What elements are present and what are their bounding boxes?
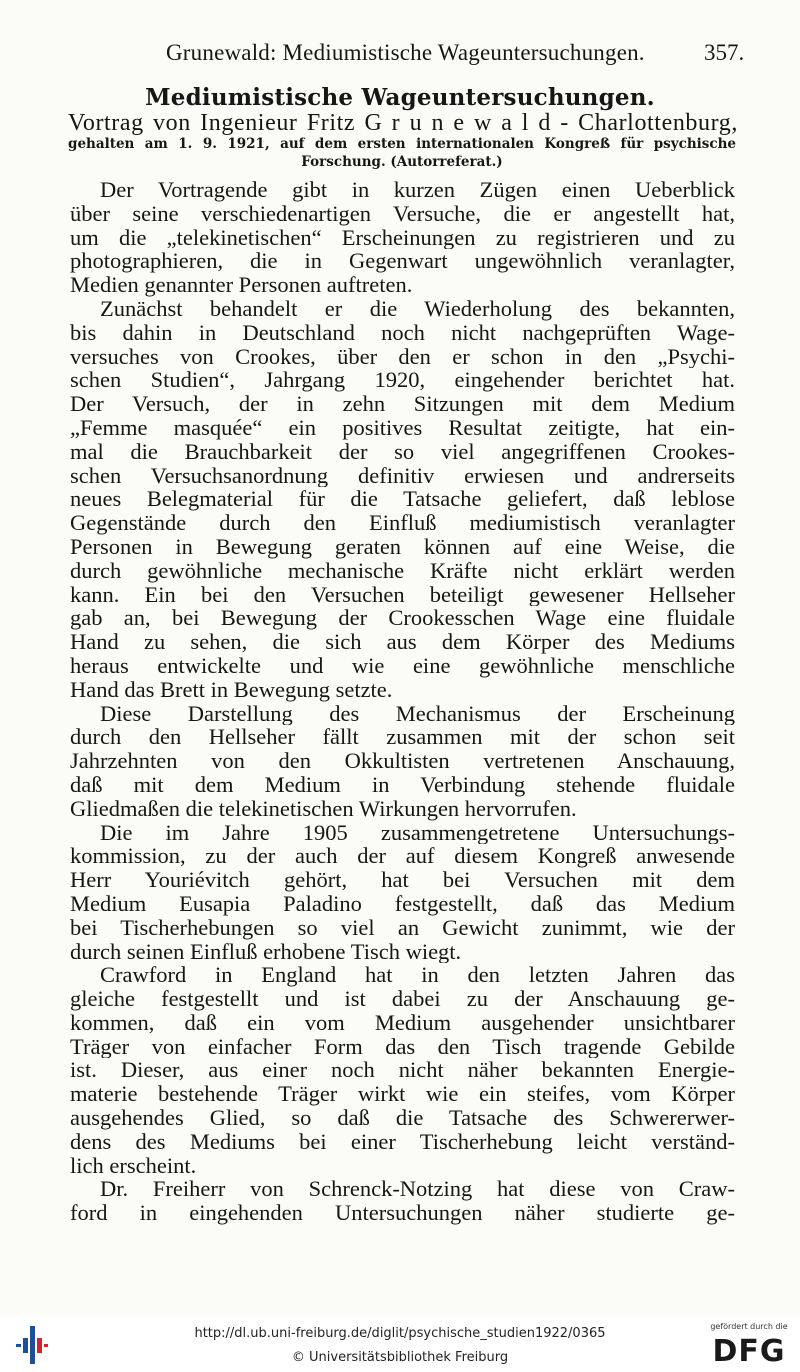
text-line: gleiche festgestellt und ist dabei zu der Anschauung ge- [70,987,735,1011]
text-line: Der Vortragende gibt in kurzen Zügen einen Ueberblick [100,178,735,202]
text-line: Hand zu sehen, die sich aus dem Körper des Mediums [70,630,735,654]
text-line: bei Tischerhebungen so viel an Gewicht zunimmt, wie der [70,915,735,940]
text-line: Jahrzehnten von den Okkultisten vertretenen Anschauung, [70,749,735,773]
text-line: materie bestehende Träger wirkt wie ein steifes, vom Körper [70,1082,735,1107]
text-line: Herr Youriévitch gehört, hat bei Versuchen mit dem [70,868,735,892]
text-line: über seine verschiedenartigen Versuche, die er angestellt hat, [70,201,735,226]
text-line: Dr. Freiherr von Schrenck-Notzing hat diese von Craw- [100,1177,735,1202]
text-line: um die „telekinetischen“ Erscheinungen zu registrieren und zu [70,225,735,250]
text-line: gab an, bei Bewegung der Crookesschen Wage eine fluidale [70,606,735,631]
viewer-footer [0,1316,800,1372]
article-title: Mediumistische Wageuntersuchungen. [145,84,655,111]
article-meta-line: Forschung. (Autorreferat.) [301,154,503,170]
text-line: ausgehendes Glied, so daß die Tatsache des Schwererwer- [70,1106,735,1130]
text-line: Träger von einfacher Form das den Tisch tragende Gebilde [70,1034,735,1059]
text-line: Medien genannter Personen auftreten. [70,273,413,297]
text-line: Hand das Brett in Bewegung setzte. [70,677,393,702]
text-line: mal die Brauchbarkeit der so viel angegriffenen Crookes- [70,439,735,464]
text-line: Der Versuch, der in zehn Sitzungen mit dem Medium [70,392,735,416]
text-line: schen Studien“, Jahrgang 1920, eingehender berichtet hat. [70,368,735,393]
text-line: ist. Dieser, aus einer noch nicht näher bekannten Energie- [70,1058,735,1083]
text-line: dens des Mediums bei einer Tischerhebung leicht verständ- [70,1129,735,1154]
text-line: ford in eingehenden Untersuchungen näher studierte ge- [70,1201,735,1226]
dfg-funding-logo [706,1322,792,1368]
text-line: durch gewöhnliche mechanische Kräfte nicht erklärt werden [70,558,735,583]
permalink-url[interactable]: http://dl.ub.uni-freiburg.de/diglit/psychische_studien1922/0365 [194,1326,606,1341]
text-line: Gegenstände durch den Einfluß mediumistisch veranlagter [70,511,735,535]
text-line: daß mit dem Medium in Verbindung stehende fluidale [70,772,735,797]
text-line: neues Belegmaterial für die Tatsache geliefert, daß leblose [70,487,735,512]
text-line: lich erscheint. [70,1153,197,1178]
running-head: Grunewald: Mediumistische Wageuntersuchungen. [166,40,645,65]
text-line: „Femme masquée“ ein positives Resultat zeitigte, hat ein- [70,415,735,440]
page-number: 357. [704,40,745,65]
text-line: kommen, daß ein vom Medium ausgehender unsichtbarer [70,1010,735,1035]
text-line: kommission, zu der auch der auf diesem Kongreß anwesende [70,844,735,869]
dfg-caption: gefördert durch die [710,1322,788,1331]
text-line: durch seinen Einfluß erhobene Tisch wiegt. [70,939,462,964]
text-line: Die im Jahre 1905 zusammengetretene Untersuchungs- [100,820,735,845]
article-byline: Vortrag von Ingenieur Fritz G r u n e w a l d - Charlottenburg, [68,110,738,136]
text-line: kann. Ein bei den Versuchen beteiligt gewesener Hellseher [70,582,735,607]
dfg-logo: DFG [712,1334,786,1369]
text-line: Gliedmaßen die telekinetischen Wirkungen hervorrufen. [70,796,577,821]
text-line: photographieren, die in Gegenwart ungewöhnlich veranlagter, [70,249,735,274]
text-line: bis dahin in Deutschland noch nicht nachgeprüften Wage- [70,320,735,345]
text-line: Personen in Bewegung geraten können auf eine Weise, die [70,534,735,559]
page-header [0,40,800,70]
article-body [70,178,735,1225]
text-line: Crawford in England hat in den letzten Jahren das [100,963,735,988]
text-line: Zunächst behandelt er die Wiederholung des bekannten, [100,296,735,321]
text-line: Medium Eusapia Paladino festgestellt, daß das Medium [70,891,735,916]
text-line: schen Versuchsanordnung definitiv erwiesen und andrerseits [70,463,735,488]
text-line: durch den Hellseher fällt zusammen mit der schon seit [70,725,735,750]
article-meta-line: gehalten am 1. 9. 1921, auf dem ersten internationalen Kongreß für psychische [68,136,736,152]
text-line: heraus entwickelte und wie eine gewöhnliche menschliche [70,653,735,678]
article-meta [68,135,736,171]
text-line: versuches von Crookes, über den er schon in den „Psychi- [70,344,735,369]
text-line: Diese Darstellung des Mechanismus der Erscheinung [100,701,735,726]
copyright-text: © Universitätsbibliothek Freiburg [291,1350,509,1365]
